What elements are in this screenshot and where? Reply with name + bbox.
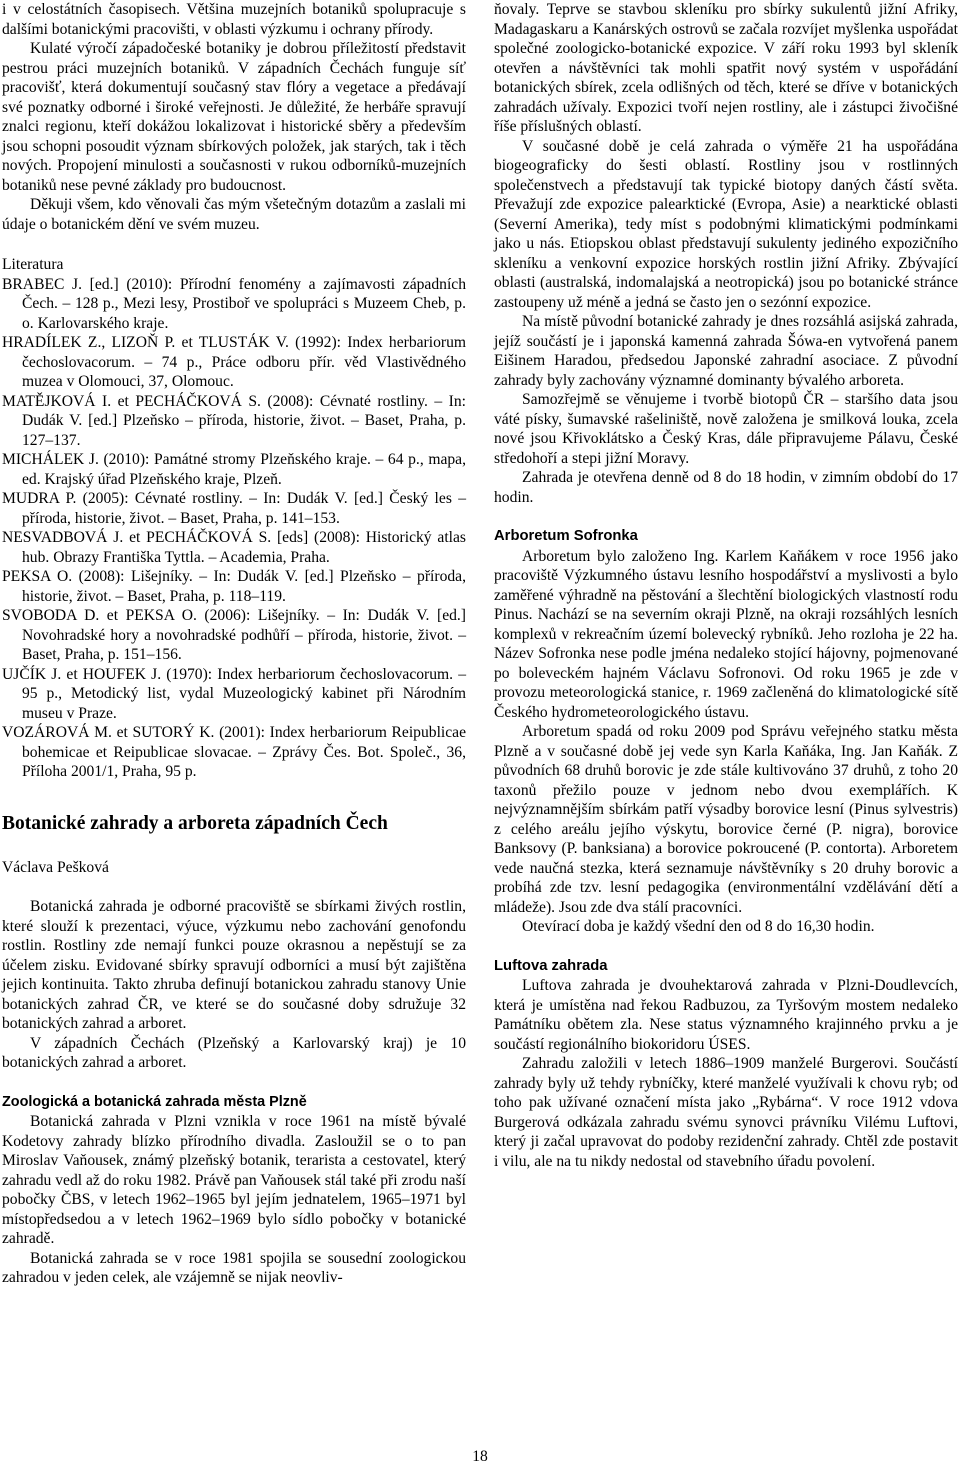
intro-paragraph: Děkuji všem, kdo věnovali čas mým všetečným dotazům a zaslali mi údaje o botanickém dění ve svém muzeu. [2,196,466,233]
reference-item: VOZÁROVÁ M. et SUTORÝ K. (2001): Index herbariorum Reipublicae bohemicae et Reipublicae slovacae. ‒ Zprávy Čes. Bot. Společ., 36, Příloha 2001/1, Praha, 95 p. [2,724,466,780]
intro-paragraph: Kulaté výročí západočeské botaniky je dobrou příležitostí představit pestrou práci muzejních botaniků. V západních Čechách funguje síť pracovišť, která dokumentují současný stav flóry a vegetace a předávají své poznatky odborné i široké veřejnosti. Je důležité, že herbáře spravují znalci regionu, kteří dokážou lokalizovat i historické sběry a především jsou schopni posoudit význam sbírkových položek, jak starých, tak i těch nových. Propojení minulosti a současnosti v rukou odborníků-muzejních botaniků nese pevné základy pro budoucnost. [2,40,466,194]
reference-item: BRABEC J. [ed.] (2010): Přírodní fenomény a zajímavosti západních Čech. ‒ 128 p., Mezi lesy, Prostiboř ve spolupráci s Muzeem Cheb, p. o. Karlovarského kraje. [2,275,466,332]
intro-paragraph: i v celostátních časopisech. Většina muzejních botaniků spolupracuje s dalšími botanickými pracovišti, v oblasti výzkumu i ochrany přírody. [2,1,466,38]
section-heading-luftova: Luftova zahrada [494,957,608,974]
zoo-paragraph: Samozřejmě se věnujeme i tvorbě biotopů ČR ‒ staršího data jsou váté písky, šumavské rašeliniště, nově založena je smilková louka, zcela nové jsou Křivoklátsko a Český Kras, dále připravujeme Pálavu, České středohoří a stepi jižní Moravy. [494,391,958,467]
zoo-paragraph: Botanická zahrada v Plzni vznikla v roce 1961 na místě bývalé Kodetovy zahrady blízko přírodního divadla. Zasloužil se o to pan Miroslav Vaňousek, známý plzeňský botanik, terarista a cestovatel, který zahradu vedl až do roku 1982. Právě pan Vaňousek stál také při zrodu naší pobočky ČBS, v letech 1962‒1965 byl jejím jednatelem, 1965‒1971 byl místopředsedou a v letech 1962‒1969 bylo sídlo pobočky v botanické zahradě. [2,1113,466,1247]
zoo-paragraph: Na místě původní botanické zahrady je dnes rozsáhlá asijská zahrada, jejíž součástí je i japonská kamenná zahrada Šówa-en vytvořená panem Eišinem Haradou, předsedou Japonské zahradní asociace. Z původní zahrady byly zachovány významné dominanty bývalého arboreta. [494,313,958,389]
reference-item: MATĚJKOVÁ I. et PECHÁČKOVÁ S. (2008): Cévnaté rostliny. ‒ In: Dudák V. [ed.] Plzeňsko ‒ příroda, historie, život. ‒ Baset, Praha, p. 127‒137. [2,392,466,449]
reference-item: SVOBODA D. et PEKSA O. (2006): Lišejníky. ‒ In: Dudák V. [ed.] Novohradské hory a novohradské podhůří ‒ příroda, historie, život. ‒ Baset, Praha, p. 151‒156. [2,607,466,663]
sofronka-paragraph: Arboretum bylo založeno Ing. Karlem Kaňákem v roce 1956 jako pracoviště Výzkumného ústavu lesního hospodářství a myslivosti a bylo zaměřené výhradně na pěstování a šlechtění biologických vlastností rodu Pinus. Nachází se na severním okraji Plzně, na okraji rozsáhlých lesních komplexů v rekreačním území bolevecký rybníků. Jeho rozloha je 22 ha. Název Sofronka nese podle jména nedaleko stojící hájovny, pojmenované po boleveckém hajném Václavu Sofronovi. Od roku 1965 je zde v provozu meteorologická stanice, r. 1969 začleněná do klimatologické sítě Českého hydrometeorologického ústavu. [494,547,958,721]
reference-item: HRADÍLEK Z., LIZOŇ P. et TLUSTÁK V. (1992): Index herbariorum čechoslovacorum. ‒ 74 p., Práce odboru přír. věd Vlastivědného muzea v Olomouci, 37, Olomouc. [2,334,466,390]
section-heading-sofronka: Arboretum Sofronka [494,528,638,544]
zoo-paragraph: Botanická zahrada se v roce 1981 spojila se sousední zoologickou zahradou v jeden celek, ale vzájemně se nijak neovliv- [2,1249,466,1286]
article-author: Václava Pešková [2,858,109,876]
page-number: 18 [472,1448,488,1465]
zoo-paragraph: V současné době je celá zahrada o výměře 21 ha uspořádána biogeograficky do šesti oblastí. Rostliny jsou v rostlinných společenstvech a představují tak typické biotopy daných částí světa. Převažují zde expozice palearktické (Evropa, Asie) a nearktické oblasti (Severní Amerika), tedy míst s podobnými klimatickými podmínkami jako u nás. Etiopskou oblast představují sukulenty jediného expozičního skleníku a venkovní expozice horských rostlin jižní Afriky. Zbývající oblasti (australská, indomalajská a neotropická) jsou po botanické stránce zastoupeny už méně a jedná se často jen o sezónní expozice. [494,137,958,311]
article-paragraph: V západních Čechách (Plzeňský a Karlovarský kraj) je 10 botanických zahrad a arboret. [2,1034,466,1071]
luftova-paragraph: Zahradu založili v letech 1886‒1909 manželé Burgerovi. Součástí zahrady byly už tehdy rybníčky, které manželé využívali k chovu ryb; od toho pak užívané označení místa jako „Rybárna“. V roce 1912 vdova Burgerová odkázala zahradu svému synovci právníku Vilému Luftovi, který ji začal upravovat do podoby rezidenční zahrady. Chtěl zde postavit i vilu, ale na tu nikdy nedostal od stavebního úřadu povolení. [494,1055,958,1170]
sofronka-paragraph: Otevírací doba je každý všední den od 8 do 16,30 hodin. [522,918,875,935]
sofronka-paragraph: Arboretum spadá od roku 2009 pod Správu veřejného statku města Plzně a v současné době jej vede syn Karla Kaňáka, Ing. Jan Kaňák. Z původních 68 druhů borovic je zde stále kultivováno 37 druhů, z toho 20 taxonů přežilo pouze v jednom nebo dvou exemplářích. K nejvýznamnějším sbírkám patří výsadby borovice lesní (Pinus sylvestris) z celého areálu jejího výskytu, borovice černé (P. nigra), borovice Banksovy (P. banksiana) a borovice pokroucené (P. contorta). Arboretem vede naučná stezka, která seznamuje návštěvníky s 20 druhy borovic a probíhá zde tzv. lesní pedagogika (environmentální vzdělávání dětí a mládeže). Jsou zde dva stálí pracovníci. [494,723,958,916]
article-title: Botanické zahrady a arboreta západních Čech [2,812,388,834]
luftova-paragraph: Luftova zahrada je dvouhektarová zahrada v Plzni-Doudlevcích, která je umístěna nad řekou Radbuzou, za Tyršovým mostem nedaleko Památníku obětem zla. Nese status významného krajinného prvku a je součástí regionálního biokoridoru ÚSES. [494,977,958,1053]
spacer [2,877,466,897]
right-column [494,0,958,1171]
references-title: Literatura [2,256,64,273]
reference-item: MICHÁLEK J. (2010): Památné stromy Plzeňského kraje. ‒ 64 p., mapa, ed. Krajský úřad Plzeňského kraje, Plzeň. [2,451,466,488]
article-paragraph: Botanická zahrada je odborné pracoviště se sbírkami živých rostlin, které slouží k prezentaci, výuce, výzkumu nebo zachování genofondu rostlin. Rostliny zde nemají funkci pouze okrasnou a nepěstují se za účelem zisku. Evidované sbírky spravují odborníci a musí být zajištěna jejich kontinuita. Takto zhruba definují botanickou zahradu stanovy Unie botanických zahrad ČR, ve které se do současné doby sdružuje 32 botanických zahrad a arboret. [2,898,466,1032]
zoo-paragraph-continued: ňovaly. Teprve se stavbou skleníku pro sbírky sukulentů jižní Afriky, Madagaskaru a Kanárských ostrovů se začala rozvíjet myšlenka uspořádat společné zoologicko-botanické expozice. V září roku 1993 byl skleník otevřen a návštěvníci tak mohli spatřit nový systém v uspořádání botanických sbírek, zcela odlišných od těch, které se dříve v botanických zahradách užívaly. Expozici tvoří nejen rostliny, ale i zástupci živočišné říše příslušných oblastí. [494,1,958,135]
reference-item: UJČÍK J. et HOUFEK J. (1970): Index herbariorum čechoslovacorum. ‒ 95 p., Metodický list, vydal Muzeologický kabinet při Národním museu v Praze. [2,665,466,722]
reference-item: NESVADBOVÁ J. et PECHÁČKOVÁ S. [eds] (2008): Historický atlas hub. Obrazy Františka Tyttla. ‒ Academia, Praha. [2,529,466,566]
reference-item: PEKSA O. (2008): Lišejníky. ‒ In: Dudák V. [ed.] Plzeňsko ‒ příroda, historie, život. ‒ Baset, Praha, p. 118‒119. [2,568,466,605]
left-column [2,0,466,1288]
section-heading-zoo: Zoologická a botanická zahrada města Plzně [2,1093,307,1110]
reference-item: MUDRA P. (2005): Cévnaté rostliny. ‒ In: Dudák V. [ed.] Český les ‒ příroda, historie, život. ‒ Baset, Praha, p. 141‒153. [2,490,466,527]
zoo-paragraph: Zahrada je otevřena denně od 8 do 18 hodin, v zimním období do 17 hodin. [494,469,958,506]
